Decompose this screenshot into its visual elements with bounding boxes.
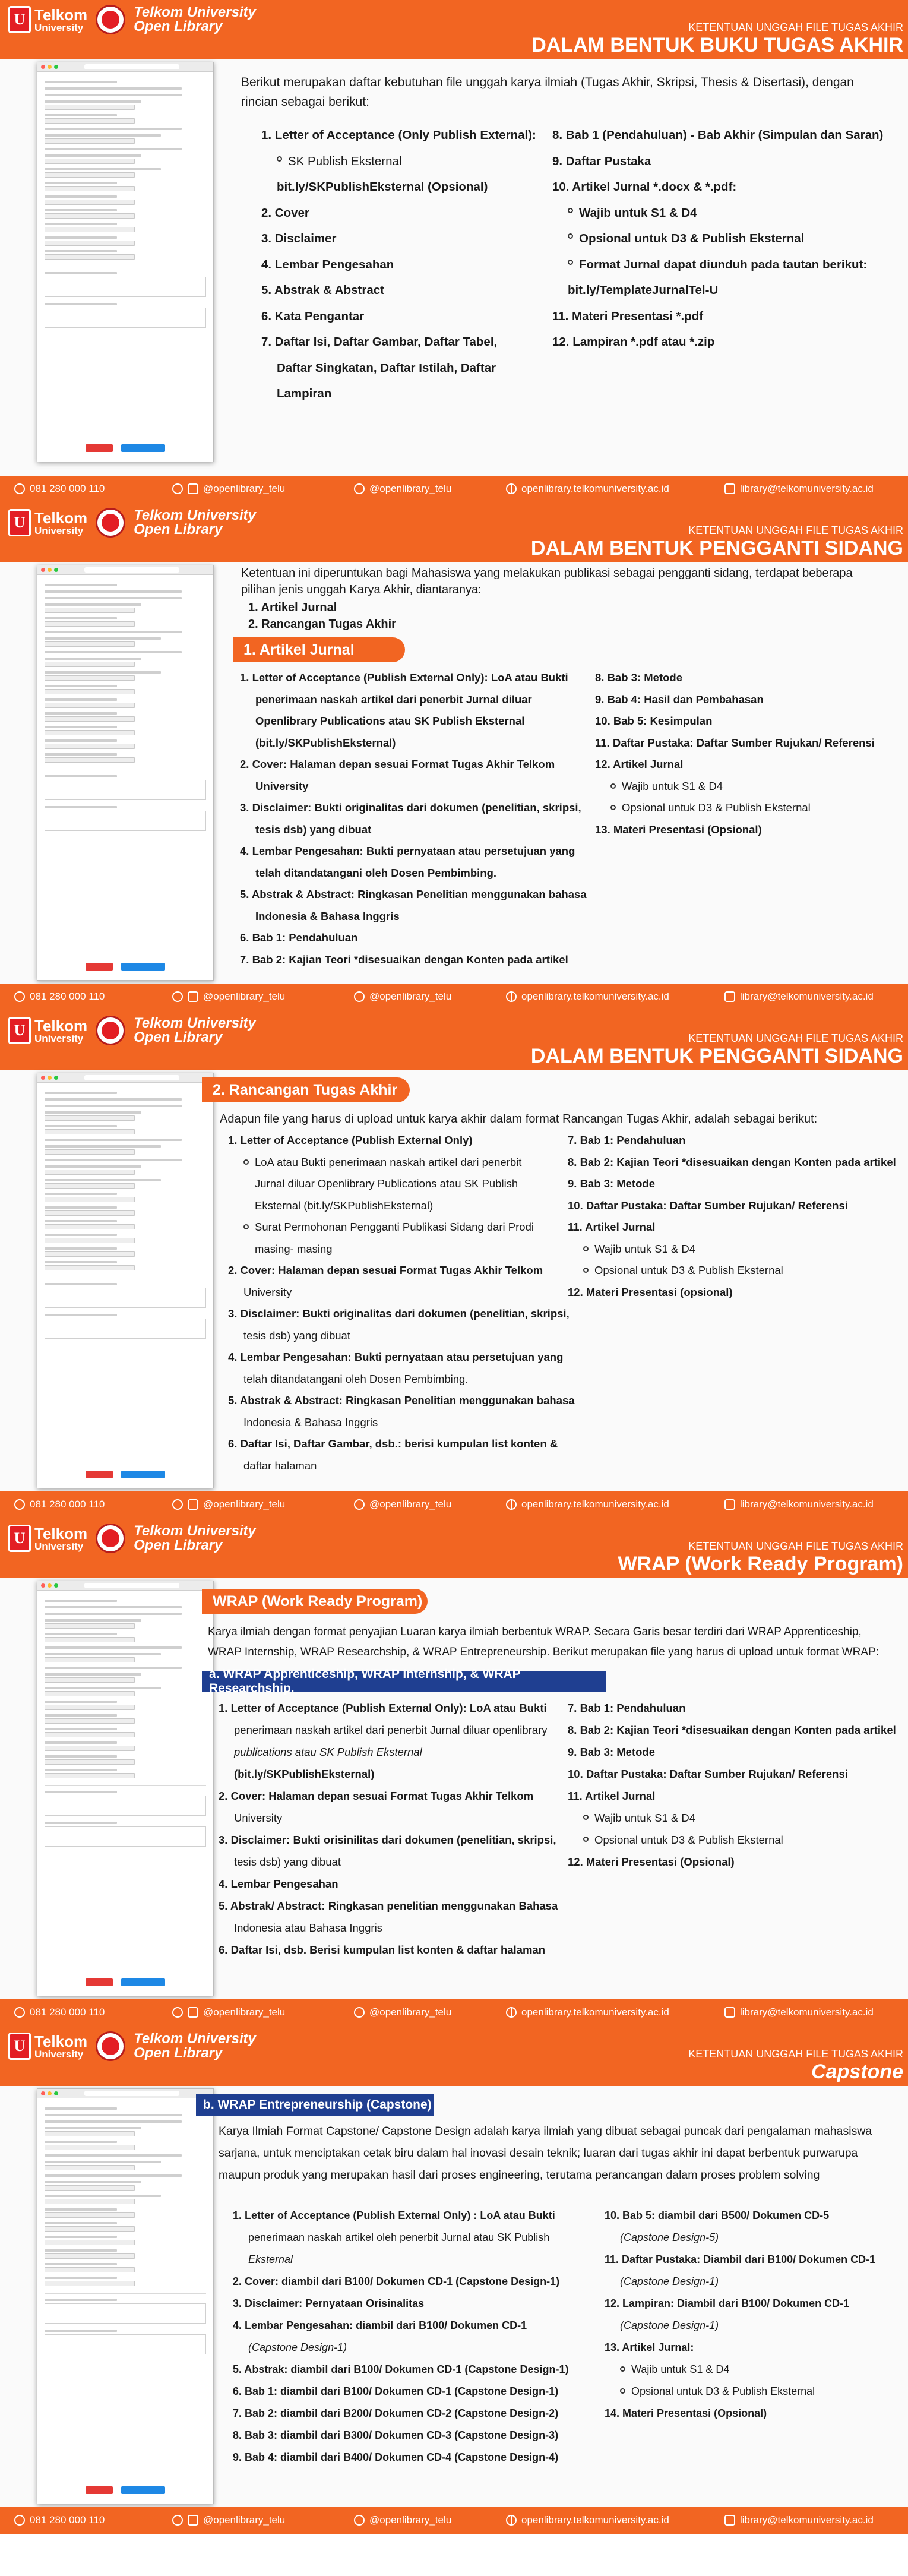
footer-email[interactable]: library@telkomuniversity.ac.id: [740, 991, 874, 1002]
footer-bar: [0, 476, 908, 503]
open-library-seal-icon: [96, 508, 125, 538]
slide-pengganti-sidang-rancangan: [0, 1011, 908, 1519]
twitter-icon: [354, 2007, 365, 2018]
chat-icon: [172, 483, 183, 494]
section-pill: WRAP (Work Ready Program): [202, 1589, 428, 1614]
list-left: 1. Letter of Acceptance (Publish External Only) LoA atau Bukti penerimaan naskah artikel dari penerbit Jurnal diluar Openlibrary Publications atau SK Publish Eksternal (bit.ly/SKPublishEksternal) Surat Permohonan Pengganti Publikasi Sidang dari Prodi masing- masing 2. Cover: Halaman depan sesuai Format Tugas Akhir Telkom University 3. Disclaimer: Bukti originalitas dari dokumen (penelitian, skripsi, tesis dsb) yang dibuat 4. Lembar Pengesahan: Bukti pernyataan atau persetujuan yang telah ditandatangani oleh Dosen Pembimbing. 5. Abstrak & Abstract: Ringkasan Penelitian menggunakan bahasa Indonesia & Bahasa Inggris 6. Daftar Isi, Daftar Gambar, dsb.: berisi kumpulan list konten & daftar halaman: [228, 1134, 575, 1472]
telkom-university-logo: U Telkom University: [8, 2033, 87, 2060]
phone-icon: [14, 1499, 25, 1510]
list-left: 1. Letter of Acceptance (Publish External Only) : LoA atau Bukti penerimaan naskah artikel oleh penerbit Jurnal atau SK Publish Eksternal 2. Cover: diambil dari B100/ Dokumen CD-1 (Capstone Design-1) 3. Disclaimer: Pernyataan Orisinalitas 4. Lembar Pengesahan: diambil dari B100/ Dokumen CD-1 (Capstone Design-1) 5. Abstrak: diambil dari B100/ Dokumen CD-1 (Capstone Design-1) 6. Bab 1: diambil dari B100/ Dokumen CD-1 (Capstone Design-1) 7. Bab 2: diambil dari B200/ Dokumen CD-2 (Capstone Design-2) 8. Bab 3: diambil dari B300/ Dokumen CD-3 (Capstone Design-3) 9. Bab 4: diambil dari B400/ Dokumen CD-4 (Capstone Design-4): [233, 2210, 569, 2463]
footer-email[interactable]: library@telkomuniversity.ac.id: [740, 1499, 874, 1510]
mail-icon: [724, 2515, 735, 2526]
telkom-university-logo: U Telkom University: [8, 6, 87, 33]
instagram-icon: [188, 991, 198, 1002]
open-library-logo: Telkom University Open Library: [134, 1523, 256, 1553]
footer-phone: 081 280 000 110: [30, 483, 105, 494]
header-title: WRAP (Work Ready Program): [618, 1553, 903, 1575]
twitter-icon: [354, 991, 365, 1002]
open-library-seal-icon: [96, 2031, 125, 2061]
footer-website[interactable]: openlibrary.telkomuniversity.ac.id: [521, 483, 669, 494]
intro-text: Berikut merupakan daftar kebutuhan file unggah karya ilmiah (Tugas Akhir, Skripsi, Thesis & Disertasi), dengan rincian sebagai berikut:: [241, 75, 854, 109]
header-bar: [0, 503, 908, 562]
header-subtitle: KETENTUAN UNGGAH FILE TUGAS AKHIR: [688, 1540, 903, 1552]
list-right: 8. Bab 3: Metode 9. Bab 4: Hasil dan Pembahasan 10. Bab 5: Kesimpulan 11. Daftar Pustaka: Daftar Sumber Rujukan/ Referensi 12. Artikel Jurnal Wajib untuk S1 & D4 Opsional untuk D3 & Publish Eksternal 13. Materi Presentasi (Opsional): [595, 671, 875, 836]
header-bar: [0, 1519, 908, 1578]
list-right: 8. Bab 1 (Pendahuluan) - Bab Akhir (Simpulan dan Saran) 9. Daftar Pustaka 10. Artikel Jurnal *.docx & *.pdf: Wajib untuk S1 & D4 Opsional untuk D3 & Publish Eksternal Format Jurnal dapat diunduh pada tautan berikut: bit.ly/TemplateJurnalTel-U 11. Materi Presentasi *.pdf 12. Lampiran *.pdf atau *.zip: [552, 128, 884, 349]
mail-icon: [724, 2007, 735, 2018]
footer-instagram: @openlibrary_telu: [369, 1499, 452, 1510]
phone-icon: [14, 2007, 25, 2018]
list-right: 7. Bab 1: Pendahuluan 8. Bab 2: Kajian Teori *disesuaikan dengan Konten pada artikel 9. Bab 3: Metode 10. Daftar Pustaka: Daftar Sumber Rujukan/ Referensi 11. Artikel Jurnal Wajib untuk S1 & D4 Opsional untuk D3 & Publish Eksternal 12. Materi Presentasi (opsional): [568, 1134, 896, 1298]
footer-social: @openlibrary_telu: [203, 991, 286, 1002]
list-left: 1. Letter of Acceptance (Publish External Only): LoA atau Bukti penerimaan naskah artikel dari penerbit Jurnal diluar openlibrary publications atau SK Publish Eksternal (bit.ly/SKPublishEksternal) 2. Cover: Halaman depan sesuai Format Tugas Akhir Telkom University 3. Disclaimer: Bukti orisinilitas dari dokumen (penelitian, skripsi, tesis dsb) yang dibuat 4. Lembar Pengesahan 5. Abstrak/ Abstract: Ringkasan penelitian menggunakan Bahasa Indonesia atau Bahasa Inggris 6. Daftar Isi, dsb. Berisi kumpulan list konten & daftar halaman: [219, 1702, 558, 1956]
footer-bar: [0, 2507, 908, 2534]
intro-text: Adapun file yang harus di upload untuk karya akhir dalam format Rancangan Tugas Akhir, adalah sebagai berikut:: [220, 1112, 818, 1126]
footer-website[interactable]: openlibrary.telkomuniversity.ac.id: [521, 2006, 669, 2018]
footer-social: @openlibrary_telu: [203, 2514, 286, 2526]
header-title: DALAM BENTUK BUKU TUGAS AKHIR: [531, 34, 903, 56]
footer-website[interactable]: openlibrary.telkomuniversity.ac.id: [521, 991, 669, 1002]
chat-icon: [172, 991, 183, 1002]
telkom-university-logo: U Telkom University: [8, 509, 87, 536]
footer-social: @openlibrary_telu: [203, 2006, 286, 2018]
instagram-icon: [188, 2007, 198, 2018]
phone-icon: [14, 483, 25, 494]
phone-icon: [14, 991, 25, 1002]
slide-buku-tugas-akhir: [0, 0, 908, 503]
list-left: 1. Letter of Acceptance (Only Publish External): SK Publish Eksternal bit.ly/SKPublishEksternal (Opsional) 2. Cover 3. Disclaimer 4. Lembar Pengesahan 5. Abstrak & Abstract 6. Kata Pengantar 7. Daftar Isi, Daftar Gambar, Daftar Tabel, Daftar Singkatan, Daftar Istilah, Daftar Lampiran: [261, 128, 536, 400]
chat-icon: [172, 1499, 183, 1510]
chat-icon: [172, 2515, 183, 2526]
upload-form-screenshot: [37, 1073, 214, 1488]
open-library-logo: Telkom University Open Library: [134, 4, 256, 34]
footer-instagram: @openlibrary_telu: [369, 2006, 452, 2018]
open-library-seal-icon: [96, 5, 125, 34]
twitter-icon: [354, 2515, 365, 2526]
footer-email[interactable]: library@telkomuniversity.ac.id: [740, 2006, 874, 2018]
twitter-icon: [354, 1499, 365, 1510]
upload-form-screenshot: [37, 62, 214, 462]
section-pill: 2. Rancangan Tugas Akhir: [202, 1077, 410, 1102]
telkom-university-logo: U Telkom University: [8, 1017, 87, 1044]
open-library-logo: Telkom University Open Library: [134, 2031, 256, 2061]
footer-website[interactable]: openlibrary.telkomuniversity.ac.id: [521, 2514, 669, 2526]
upload-form-screenshot: [37, 1581, 214, 1996]
header-subtitle: KETENTUAN UNGGAH FILE TUGAS AKHIR: [688, 2048, 903, 2060]
footer-phone: 081 280 000 110: [30, 1499, 105, 1510]
instagram-icon: [188, 2515, 198, 2526]
footer-bar: [0, 984, 908, 1011]
header-bar: [0, 1011, 908, 1070]
option-list: 1. Artikel Jurnal 2. Rancangan Tugas Akhir: [248, 601, 396, 631]
header-title: DALAM BENTUK PENGGANTI SIDANG: [530, 537, 903, 560]
globe-icon: [506, 991, 517, 1002]
upload-form-screenshot: [37, 565, 214, 981]
header-bar: [0, 2027, 908, 2086]
twitter-icon: [354, 483, 365, 494]
footer-email[interactable]: library@telkomuniversity.ac.id: [740, 483, 874, 494]
header-subtitle: KETENTUAN UNGGAH FILE TUGAS AKHIR: [688, 524, 903, 536]
chat-icon: [172, 2007, 183, 2018]
open-library-logo: Telkom University Open Library: [134, 507, 256, 538]
globe-icon: [506, 2007, 517, 2018]
footer-social: @openlibrary_telu: [203, 1499, 286, 1510]
footer-phone: 081 280 000 110: [30, 991, 105, 1002]
instagram-icon: [188, 1499, 198, 1510]
open-library-logo: Telkom University Open Library: [134, 1015, 256, 1045]
footer-phone: 081 280 000 110: [30, 2006, 105, 2018]
footer-social: @openlibrary_telu: [203, 483, 286, 494]
globe-icon: [506, 1499, 517, 1510]
slide-pengganti-sidang-artikel: [0, 503, 908, 1011]
intro-text: Karya Ilmiah Format Capstone/ Capstone Design adalah karya ilmiah yang dibuat sebagai puncak dari pengalaman mahasiswa sarjana, untuk menciptakan cetak biru dalam hal inovasi desain teknik; luaran dari tugas akhir ini dapat berbentuk purwarupa maupun produk yang merupakan hasil dari proses engineering, terutama perancangan dalam proses problem solving: [219, 2125, 872, 2182]
mail-icon: [724, 991, 735, 1002]
intro-text: Karya ilmiah dengan format penyajian Luaran karya ilmiah berbentuk WRAP. Secara Garis besar terdiri dari WRAP Apprenticeship, WRAP Internship, WRAP Researchship, & WRAP Entrepreneurship. Berikut merupakan file yang harus di upload untuk format WRAP:: [208, 1626, 879, 1658]
globe-icon: [506, 483, 517, 494]
list-left: 1. Letter of Acceptance (Publish External Only): LoA atau Bukti penerimaan naskah artikel dari penerbit Jurnal diluar Openlibrary Publications atau SK Publish Eksternal (bit.ly/SKPublishEksternal) 2. Cover: Halaman depan sesuai Format Tugas Akhir Telkom University 3. Disclaimer: Bukti originalitas dari dokumen (penelitian, skripsi, tesis dsb) yang dibuat 4. Lembar Pengesahan: Bukti pernyataan atau persetujuan yang telah ditandatangani oleh Dosen Pembimbing. 5. Abstrak & Abstract: Ringkasan Penelitian menggunakan bahasa Indonesia & Bahasa Inggris 6. Bab 1: Pendahuluan 7. Bab 2: Kajian Teori *disesuaikan dengan Konten pada artikel: [240, 671, 587, 966]
subsection-bar: b. WRAP Entrepreneurship (Capstone): [196, 2094, 434, 2116]
telkom-university-logo: U Telkom University: [8, 1525, 87, 1552]
list-right: 10. Bab 5: diambil dari B500/ Dokumen CD-5 (Capstone Design-5) 11. Daftar Pustaka: Diambil dari B100/ Dokumen CD-1 (Capstone Design-1) 12. Lampiran: Diambil dari B100/ Dokumen CD-1 (Capstone Design-1) 13. Artikel Jurnal: Wajib untuk S1 & D4 Opsional untuk D3 & Publish Eksternal 14. Materi Presentasi (Opsional): [605, 2210, 876, 2419]
header-subtitle: KETENTUAN UNGGAH FILE TUGAS AKHIR: [688, 21, 903, 33]
globe-icon: [506, 2515, 517, 2526]
slide-capstone: [0, 2027, 908, 2534]
mail-icon: [724, 1499, 735, 1510]
subsection-bar: a. WRAP Apprenticeship, WRAP Internship, & WRAP Researchship.: [202, 1671, 606, 1692]
section-pill: 1. Artikel Jurnal: [233, 637, 405, 662]
footer-phone: 081 280 000 110: [30, 2514, 105, 2526]
footer-website[interactable]: openlibrary.telkomuniversity.ac.id: [521, 1499, 669, 1510]
instagram-icon: [188, 483, 198, 494]
footer-bar: [0, 1491, 908, 1519]
header-title: DALAM BENTUK PENGGANTI SIDANG: [530, 1045, 903, 1067]
mail-icon: [724, 483, 735, 494]
footer-instagram: @openlibrary_telu: [369, 2514, 452, 2526]
list-right: 7. Bab 1: Pendahuluan 8. Bab 2: Kajian Teori *disesuaikan dengan Konten pada artikel 9. Bab 3: Metode 10. Daftar Pustaka: Daftar Sumber Rujukan/ Referensi 11. Artikel Jurnal Wajib untuk S1 & D4 Opsional untuk D3 & Publish Eksternal 12. Materi Presentasi (Opsional): [568, 1702, 896, 1868]
open-library-seal-icon: [96, 1016, 125, 1045]
phone-icon: [14, 2515, 25, 2526]
header-title: Capstone: [811, 2060, 903, 2083]
footer-instagram: @openlibrary_telu: [369, 483, 452, 494]
footer-email[interactable]: library@telkomuniversity.ac.id: [740, 2514, 874, 2526]
header-subtitle: KETENTUAN UNGGAH FILE TUGAS AKHIR: [688, 1032, 903, 1044]
open-library-seal-icon: [96, 1524, 125, 1553]
upload-form-screenshot: [37, 2088, 214, 2504]
slide-wrap: [0, 1519, 908, 2027]
footer-instagram: @openlibrary_telu: [369, 991, 452, 1002]
footer-bar: [0, 1999, 908, 2027]
intro-text: Ketentuan ini diperuntukan bagi Mahasiswa yang melakukan publikasi sebagai pengganti sidang, terdapat beberapa pilihan jenis unggah Karya Akhir, diantaranya:: [241, 567, 853, 596]
header-bar: [0, 0, 908, 59]
